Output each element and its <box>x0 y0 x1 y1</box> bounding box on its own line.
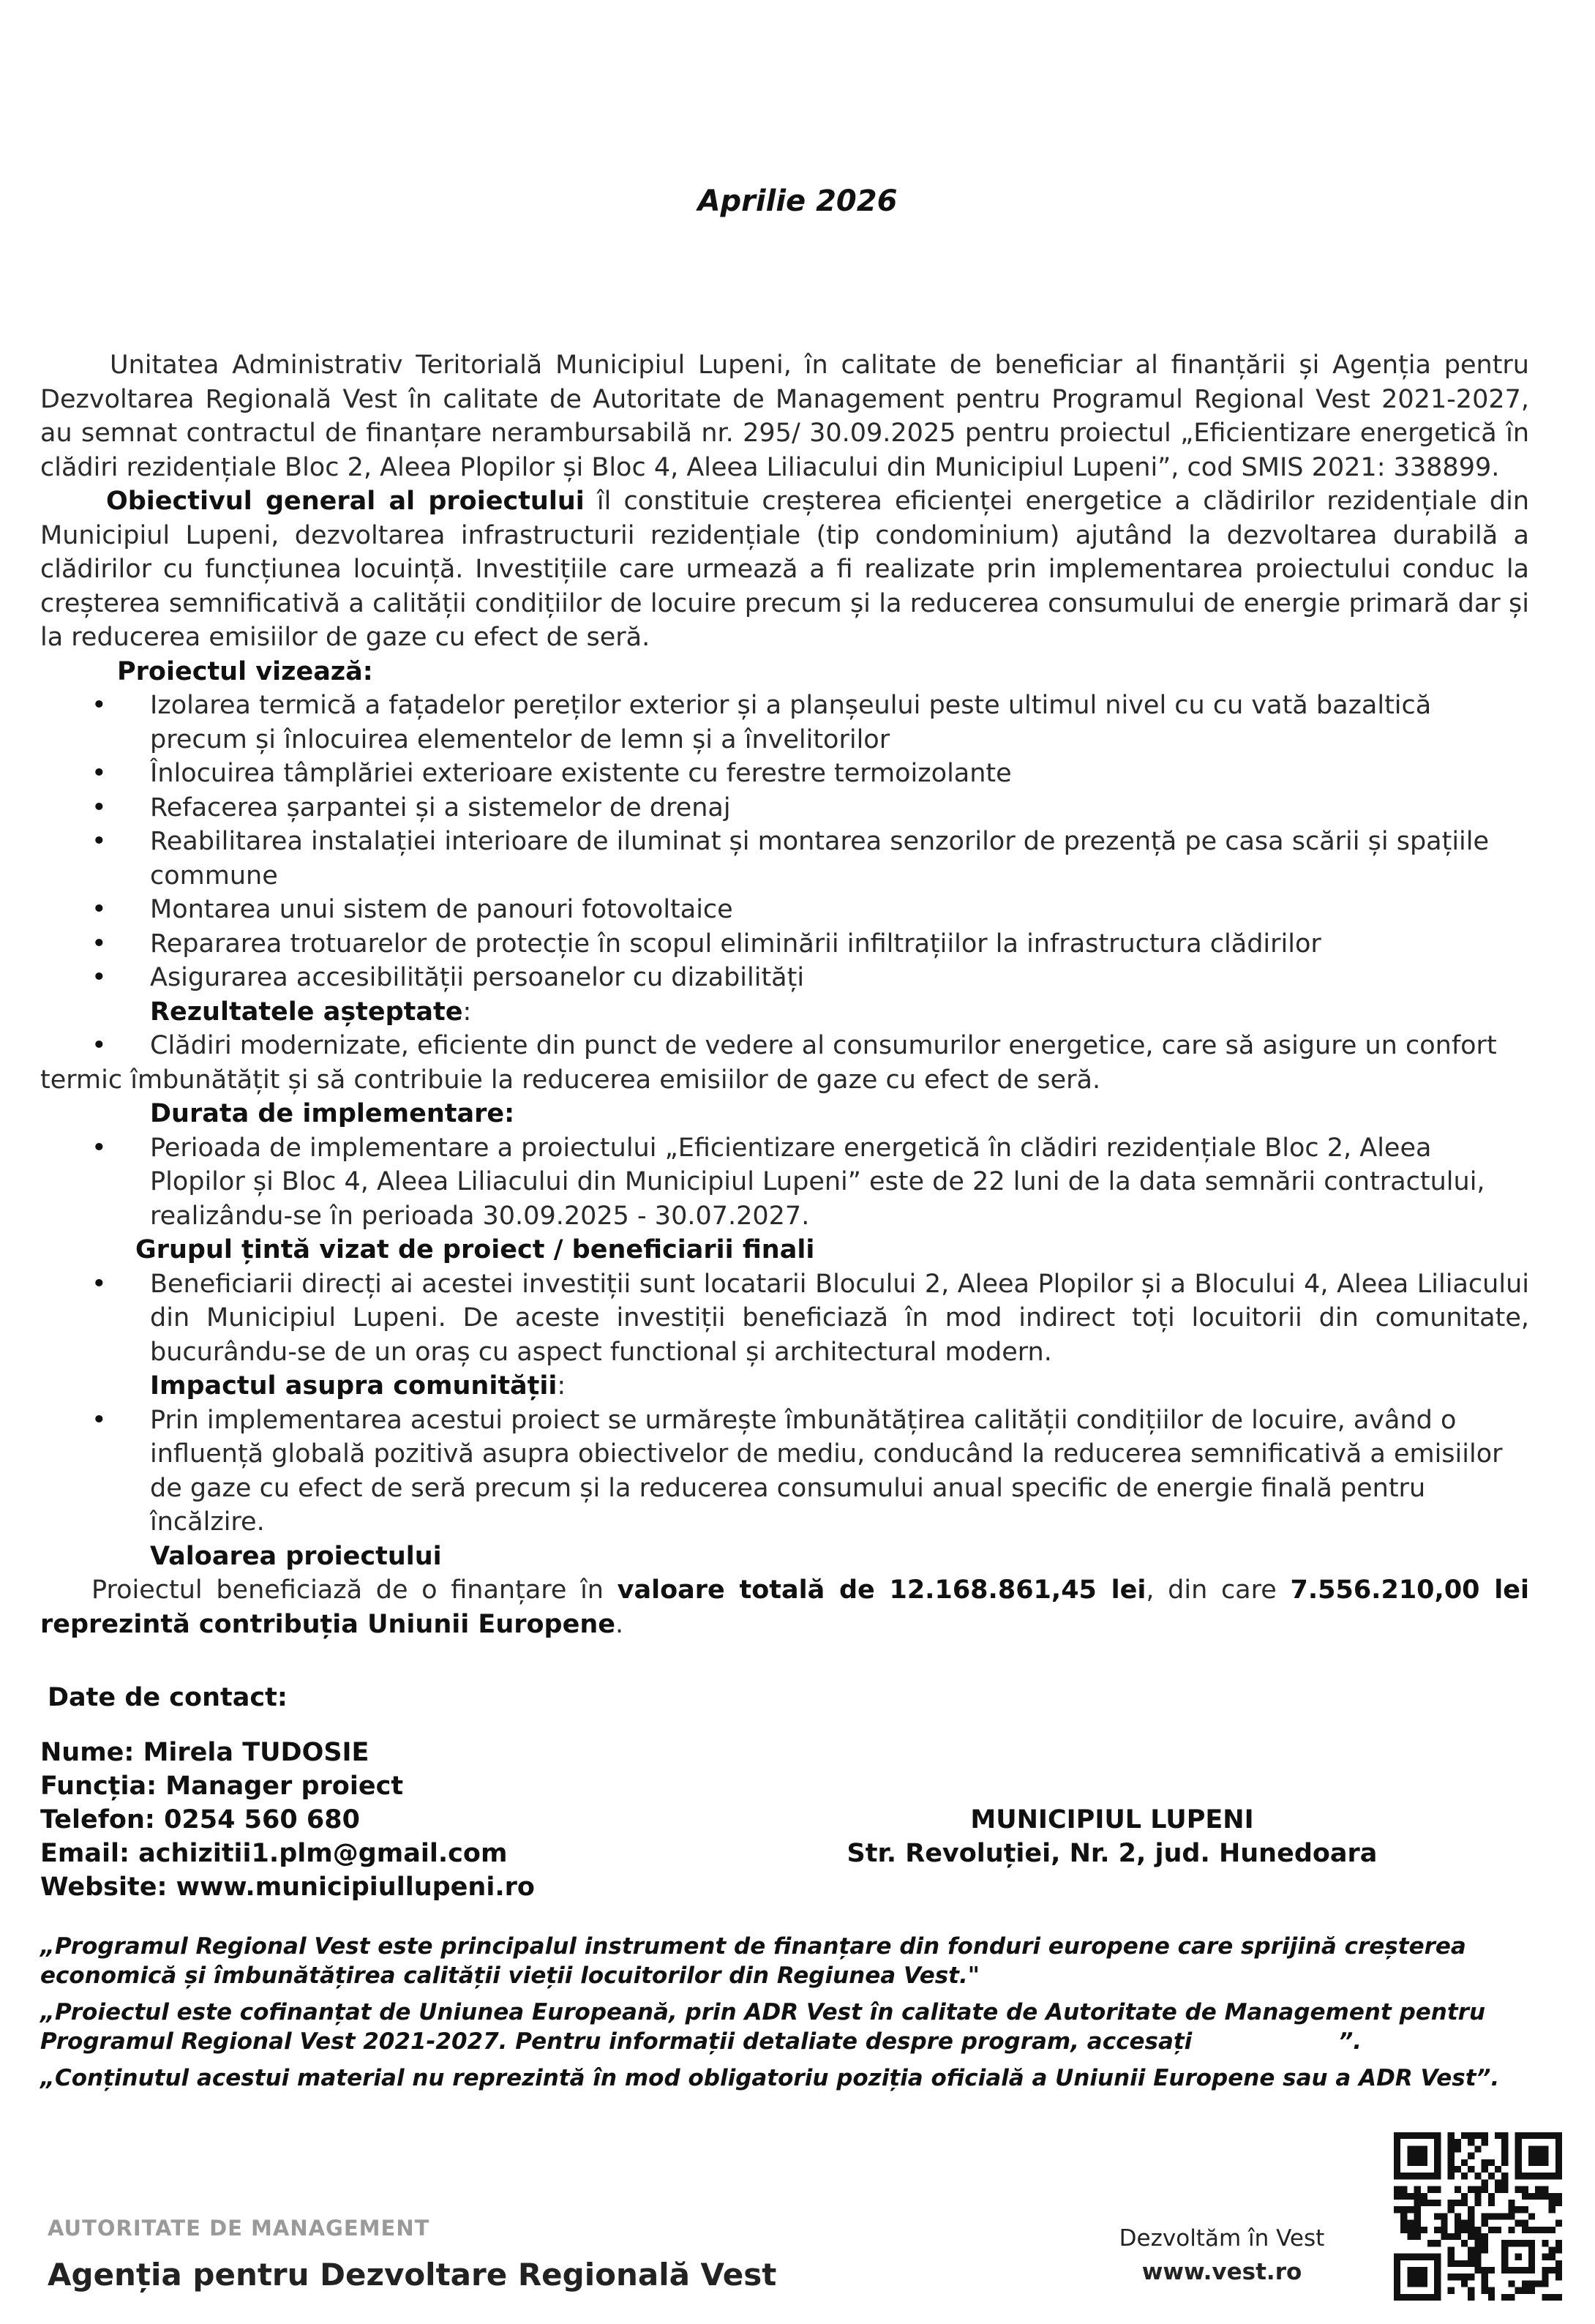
qr-module <box>1394 2193 1400 2200</box>
qr-module <box>1421 2227 1427 2233</box>
qr-module <box>1461 2193 1468 2200</box>
qr-module <box>1495 2213 1501 2219</box>
contact-phone: Telefon: 0254 560 680 <box>40 1805 360 1834</box>
note-cofinancing-text: „Proiectul este cofinanțat de Uniunea Europeană, prin ADR Vest în calitate de Autoritate de Management pentru Programul Regional Vest 2021-2027. Pentru informații detaliate despre program, accesați <box>40 1999 1486 2055</box>
qr-module <box>1455 2145 1461 2152</box>
value-end: . <box>615 1609 624 1639</box>
aims-heading: Proiectul vizează: <box>117 656 373 686</box>
qr-module <box>1555 2260 1562 2267</box>
qr-module <box>1407 2233 1414 2240</box>
qr-module <box>1549 2246 1555 2253</box>
list-item: • Clădiri modernizate, eficiente din punct de vedere al consumurilor energetice, care să asigure un confort termic îmbunătățit și să contribuie la reducerea emisiilor de gaze cu efect de seră. <box>40 1029 1529 1097</box>
qr-module <box>1535 2280 1542 2287</box>
municipality-block <box>761 1803 1463 1870</box>
qr-module <box>1482 2287 1488 2294</box>
contact-email: Email: achizitii1.plm@gmail.com <box>40 1839 508 1868</box>
qr-module <box>1474 2233 1481 2240</box>
qr-module <box>1427 2240 1434 2246</box>
qr-module <box>1468 2227 1474 2233</box>
qr-module <box>1535 2186 1542 2193</box>
qr-module <box>1488 2200 1495 2206</box>
footer-contact <box>1097 2222 1346 2289</box>
qr-module <box>1495 2166 1501 2173</box>
qr-module <box>1508 2294 1515 2301</box>
qr-module <box>1495 2186 1501 2193</box>
qr-code-icon <box>1394 2132 1562 2301</box>
qr-module <box>1482 2132 1488 2139</box>
qr-module <box>1448 2254 1455 2260</box>
qr-module <box>1448 2246 1455 2253</box>
qr-module <box>1468 2260 1474 2267</box>
qr-module <box>1468 2294 1474 2301</box>
qr-module <box>1400 2220 1407 2227</box>
qr-module <box>1448 2233 1455 2240</box>
qr-module <box>1414 2233 1421 2240</box>
list-item: • Reabilitarea instalației interioare de iluminat și montarea senzorilor de prezență pe casa scării și spațiile commune <box>40 825 1529 893</box>
results-heading-line <box>40 995 1529 1030</box>
qr-module <box>1542 2254 1548 2260</box>
qr-module <box>1455 2139 1461 2145</box>
qr-module <box>1414 2193 1421 2200</box>
qr-module <box>1528 2227 1535 2233</box>
qr-module <box>1515 2287 1522 2294</box>
qr-module <box>1501 2173 1508 2179</box>
qr-module <box>1488 2159 1495 2166</box>
qr-module <box>1434 2227 1441 2233</box>
qr-module <box>1441 2233 1447 2240</box>
qr-module <box>1448 2274 1455 2280</box>
qr-module <box>1501 2153 1508 2159</box>
qr-module <box>1407 2193 1414 2200</box>
objective-text: îl constituie creșterea eficienței energetice a clădirilor rezidențiale din Municipiul Lupeni, dezvoltarea infrastructurii rezidențiale (tip condominium) ajutând la dezvoltarea durabilă a clădirilor cu funcțiunea locuință. Investițiile care urmează a fi realizate prin implementarea proiectului conduc la creșterea semnificativă a calității condițiilor de locuire precum și la reducerea consumului de energie primară dar și la reducerea emisiilor de gaze cu efect de seră. <box>40 487 1529 652</box>
qr-module <box>1414 2220 1421 2227</box>
document-date: Aprilie 2026 <box>697 184 898 218</box>
qr-module <box>1542 2240 1548 2246</box>
qr-module <box>1468 2132 1474 2139</box>
qr-module <box>1468 2186 1474 2193</box>
note-disclaimer: „Conținutul acestui material nu reprezintă în mod obligatoriu poziția oficială a Uniunii Europene sau a ADR Vest”. <box>40 2065 1500 2091</box>
qr-module <box>1488 2173 1495 2179</box>
value-total: valoare totală de 12.168.861,45 lei <box>617 1575 1146 1605</box>
qr-module <box>1501 2159 1508 2166</box>
qr-module <box>1515 2220 1522 2227</box>
qr-module <box>1448 2260 1455 2267</box>
results-colon: : <box>462 997 472 1027</box>
qr-module <box>1522 2280 1528 2287</box>
qr-module <box>1434 2200 1441 2206</box>
footer-url: www.vest.ro <box>1141 2259 1302 2285</box>
qr-module <box>1482 2240 1488 2246</box>
qr-module <box>1394 2186 1400 2193</box>
footer-slogan: Dezvoltăm în Vest <box>1119 2225 1325 2252</box>
qr-module <box>1474 2267 1481 2274</box>
impact-list <box>40 1403 1529 1540</box>
qr-module <box>1482 2179 1488 2186</box>
qr-module <box>1555 2200 1562 2206</box>
qr-module <box>1461 2260 1468 2267</box>
document-body <box>40 348 1529 1641</box>
qr-module <box>1434 2240 1441 2246</box>
qr-module <box>1542 2280 1548 2287</box>
aims-list <box>40 689 1529 995</box>
qr-module <box>1400 2213 1407 2219</box>
qr-module <box>1482 2267 1488 2274</box>
qr-module <box>1474 2173 1481 2179</box>
list-item: • Asigurarea accesibilității persoanelor cu dizabilități <box>40 961 1529 995</box>
qr-module <box>1455 2233 1461 2240</box>
qr-module <box>1414 2227 1421 2233</box>
qr-module <box>1488 2227 1495 2233</box>
qr-module <box>1448 2145 1455 2152</box>
qr-module <box>1488 2287 1495 2294</box>
qr-module <box>1461 2280 1468 2287</box>
qr-module <box>1400 2227 1407 2233</box>
qr-module <box>1468 2206 1474 2213</box>
qr-module <box>1495 2227 1501 2233</box>
qr-module <box>1441 2220 1447 2227</box>
qr-module <box>1535 2193 1542 2200</box>
municipality-name: MUNICIPIUL LUPENI <box>970 1805 1254 1834</box>
qr-module <box>1522 2193 1528 2200</box>
qr-module <box>1474 2240 1481 2246</box>
list-item: • Izolarea termică a fațadelor pereților exterior și a planșeului peste ultimul nivel cu cu vată bazaltică precum și înlocuirea elementelor de lemn și a învelitorilor <box>40 689 1529 757</box>
qr-module <box>1448 2153 1455 2159</box>
qr-module <box>1400 2206 1407 2213</box>
qr-module <box>1474 2132 1481 2139</box>
qr-module <box>1448 2159 1455 2166</box>
qr-module <box>1461 2220 1468 2227</box>
qr-module <box>1448 2173 1455 2179</box>
qr-module <box>1474 2193 1481 2200</box>
qr-module <box>1474 2186 1481 2193</box>
qr-module <box>1501 2179 1508 2186</box>
qr-module <box>1522 2287 1528 2294</box>
qr-module <box>1474 2260 1481 2267</box>
qr-module <box>1482 2186 1488 2193</box>
qr-module <box>1461 2132 1468 2139</box>
disclaimer-notes <box>40 1932 1529 2100</box>
qr-module <box>1542 2274 1548 2280</box>
qr-module <box>1414 2200 1421 2206</box>
qr-module <box>1468 2153 1474 2159</box>
qr-module <box>1400 2193 1407 2200</box>
list-item: • Perioada de implementare a proiectului „Eficientizare energetică în clădiri rezidențiale Bloc 2, Aleea Plopilor și Bloc 4, Aleea Liliacului din Municipiul Lupeni” este de 22 luni de la data semnării contractului, realizându-se în perioada 30.09.2025 - 30.07.2027. <box>40 1131 1529 1234</box>
qr-module <box>1468 2233 1474 2240</box>
qr-module <box>1448 2139 1455 2145</box>
qr-module <box>1400 2186 1407 2193</box>
impact-heading: Impactul asupra comunității <box>150 1371 558 1401</box>
contact-role: Funcția: Manager proiect <box>40 1772 404 1801</box>
qr-module <box>1441 2227 1447 2233</box>
qr-module <box>1407 2220 1414 2227</box>
qr-module <box>1488 2267 1495 2274</box>
note-cofinancing <box>40 1998 1529 2056</box>
qr-module <box>1508 2200 1515 2206</box>
qr-module <box>1474 2200 1481 2206</box>
contact-title: Date de contact: <box>48 1683 288 1712</box>
qr-module <box>1522 2220 1528 2227</box>
qr-module <box>1488 2294 1495 2301</box>
qr-module <box>1455 2227 1461 2233</box>
qr-module <box>1495 2179 1501 2186</box>
qr-module <box>1448 2206 1455 2213</box>
qr-module <box>1555 2274 1562 2280</box>
qr-module <box>1542 2267 1548 2274</box>
qr-module <box>1555 2294 1562 2301</box>
qr-module <box>1461 2240 1468 2246</box>
target-heading: Grupul țintă vizat de proiect / beneficiarii finali <box>135 1235 815 1264</box>
qr-module <box>1455 2260 1461 2267</box>
qr-module <box>1515 2186 1522 2193</box>
qr-module <box>1474 2254 1481 2260</box>
impact-heading-line <box>40 1369 1529 1403</box>
qr-module <box>1549 2227 1555 2233</box>
list-item: • Beneficiarii direcți ai acestei investiții sunt locatarii Blocului 2, Aleea Plopilor și a Blocului 4, Aleea Liliacului din Municipiul Lupeni. De aceste investiții beneficiază în mod indirect toți locuitorii din comunitate, bucurându-se de un oraș cu aspect functional și architectural modern. <box>40 1267 1529 1370</box>
value-pre: Proiectul beneficiază de o finanțare în <box>91 1575 618 1605</box>
qr-module <box>1448 2132 1455 2139</box>
qr-module <box>1542 2186 1548 2193</box>
qr-module <box>1482 2233 1488 2240</box>
qr-module <box>1555 2267 1562 2274</box>
qr-module <box>1468 2274 1474 2280</box>
contact-name: Nume: Mirela TUDOSIE <box>40 1738 369 1767</box>
qr-module <box>1501 2139 1508 2145</box>
qr-module <box>1501 2132 1508 2139</box>
qr-module <box>1542 2294 1548 2301</box>
qr-module <box>1535 2227 1542 2233</box>
target-list <box>40 1267 1529 1370</box>
duration-list <box>40 1131 1529 1234</box>
qr-module <box>1482 2246 1488 2253</box>
qr-module <box>1528 2287 1535 2294</box>
list-item: • Înlocuirea tâmplăriei exterioare existente cu ferestre termoizolante <box>40 757 1529 791</box>
qr-module <box>1488 2193 1495 2200</box>
objective-label: Obiectivul general al proiectului <box>106 487 585 516</box>
qr-module <box>1434 2213 1441 2219</box>
contact-block <box>40 1736 535 1904</box>
qr-module <box>1482 2159 1488 2166</box>
qr-module <box>1549 2206 1555 2213</box>
qr-module <box>1394 2206 1400 2213</box>
qr-module <box>1407 2206 1414 2213</box>
qr-module <box>1549 2294 1555 2301</box>
qr-module <box>1414 2206 1421 2213</box>
qr-module <box>1542 2227 1548 2233</box>
qr-module <box>1468 2287 1474 2294</box>
qr-module <box>1427 2200 1434 2206</box>
qr-module <box>1461 2159 1468 2166</box>
qr-module <box>1455 2200 1461 2206</box>
qr-module <box>1528 2193 1535 2200</box>
duration-heading: Durata de implementare: <box>150 1099 515 1128</box>
list-item: • Repararea trotuarelor de protecție în scopul eliminării infiltrațiilor la infrastructura clădirilor <box>40 927 1529 962</box>
footer-authority <box>48 2216 776 2293</box>
qr-module <box>1482 2280 1488 2287</box>
qr-module <box>1461 2200 1468 2206</box>
value-paragraph <box>40 1573 1529 1641</box>
qr-module <box>1542 2193 1548 2200</box>
qr-module <box>1482 2220 1488 2227</box>
qr-module <box>1522 2206 1528 2213</box>
list-item: • Montarea unui sistem de panouri fotovoltaice <box>40 893 1529 927</box>
qr-module <box>1528 2213 1535 2219</box>
qr-module <box>1528 2280 1535 2287</box>
qr-module <box>1414 2213 1421 2219</box>
qr-module <box>1468 2220 1474 2227</box>
qr-module <box>1522 2227 1528 2233</box>
qr-module <box>1474 2145 1481 2152</box>
qr-module <box>1555 2193 1562 2200</box>
list-item: • Prin implementarea acestui proiect se urmărește îmbunătățirea calității condițiilor de locuire, având o influență globală pozitivă asupra obiectivelor de mediu, conducând la reducerea semnificativă a emisiilor de gaze cu efect de seră precum și la reducerea consumului anual specific de energie finală pentru încălzire. <box>40 1403 1529 1540</box>
qr-module <box>1482 2166 1488 2173</box>
contact-website: Website: www.municipiullupeni.ro <box>40 1873 535 1902</box>
qr-module <box>1455 2166 1461 2173</box>
qr-module <box>1488 2213 1495 2219</box>
qr-module <box>1468 2139 1474 2145</box>
results-heading: Rezultatele așteptate <box>150 997 463 1027</box>
qr-module <box>1508 2206 1515 2213</box>
qr-module <box>1448 2166 1455 2173</box>
agency-name: Agenția pentru Dezvoltare Regională Vest <box>48 2257 777 2293</box>
value-heading: Valoarea proiectului <box>150 1541 442 1571</box>
qr-module <box>1482 2213 1488 2219</box>
qr-module <box>1434 2186 1441 2193</box>
note-cofinancing-end: ”. <box>1338 2028 1362 2055</box>
authority-label: AUTORITATE DE MANAGEMENT <box>48 2216 430 2241</box>
qr-module <box>1421 2193 1427 2200</box>
qr-module <box>1508 2213 1515 2219</box>
qr-module <box>1474 2227 1481 2233</box>
qr-module <box>1549 2193 1555 2200</box>
qr-module <box>1421 2200 1427 2206</box>
qr-module <box>1455 2274 1461 2280</box>
qr-module <box>1482 2274 1488 2280</box>
qr-module <box>1515 2206 1522 2213</box>
qr-module <box>1555 2246 1562 2253</box>
qr-module <box>1549 2254 1555 2260</box>
value-mid: , din care <box>1146 1575 1291 1605</box>
qr-module <box>1549 2200 1555 2206</box>
qr-module <box>1407 2227 1414 2233</box>
qr-module <box>1468 2254 1474 2260</box>
objective-paragraph <box>40 484 1529 655</box>
qr-module <box>1468 2213 1474 2219</box>
note-program: „Programul Regional Vest este principalul instrument de finanțare din fonduri europene care sprijină creșterea economică și îmbunătățirea calității vieții locuitorilor din Regiunea Vest." <box>40 1933 1466 1989</box>
qr-module <box>1414 2186 1421 2193</box>
qr-module <box>1501 2145 1508 2152</box>
qr-module <box>1448 2287 1455 2294</box>
qr-module <box>1461 2227 1468 2233</box>
qr-module <box>1495 2132 1501 2139</box>
qr-module <box>1448 2200 1455 2206</box>
qr-module <box>1508 2227 1515 2233</box>
qr-module <box>1461 2173 1468 2179</box>
qr-module <box>1468 2166 1474 2173</box>
qr-module <box>1474 2246 1481 2253</box>
qr-module <box>1501 2186 1508 2193</box>
qr-module <box>1522 2186 1528 2193</box>
value-eu: 7.556.210,00 lei reprezintă contribuția Uniunii Europene <box>40 1575 1529 1639</box>
qr-module <box>1501 2213 1508 2219</box>
qr-module <box>1555 2220 1562 2227</box>
qr-module <box>1441 2213 1447 2219</box>
impact-colon: : <box>557 1371 566 1401</box>
qr-module <box>1455 2220 1461 2227</box>
qr-module <box>1508 2280 1515 2287</box>
qr-module <box>1427 2186 1434 2193</box>
qr-module <box>1461 2274 1468 2280</box>
qr-module <box>1555 2240 1562 2246</box>
qr-module <box>1455 2213 1461 2219</box>
list-item: • Refacerea șarpantei și a sistemelor de drenaj <box>40 791 1529 825</box>
intro-paragraph: Unitatea Administrativ Teritorială Municipiul Lupeni, în calitate de beneficiar al finanțării și Agenția pentru Dezvoltarea Regională Vest în calitate de Autoritate de Management pentru Programul Regional Vest 2021-2027, au semnat contractul de finanțare nerambursabilă nr. 295/ 30.09.2025 pentru proiectul „Eficientizare energetică în clădiri rezidențiale Bloc 2, Aleea Plopilor și Bloc 4, Aleea Liliacului din Municipiul Lupeni”, cod SMIS 2021: 338899. <box>40 351 1529 482</box>
qr-module <box>1501 2294 1508 2301</box>
qr-module <box>1482 2139 1488 2145</box>
municipality-address: Str. Revoluției, Nr. 2, jud. Hunedoara <box>847 1839 1378 1868</box>
qr-module <box>1455 2186 1461 2193</box>
qr-module <box>1468 2246 1474 2253</box>
qr-module <box>1549 2267 1555 2274</box>
results-list <box>40 1029 1529 1097</box>
